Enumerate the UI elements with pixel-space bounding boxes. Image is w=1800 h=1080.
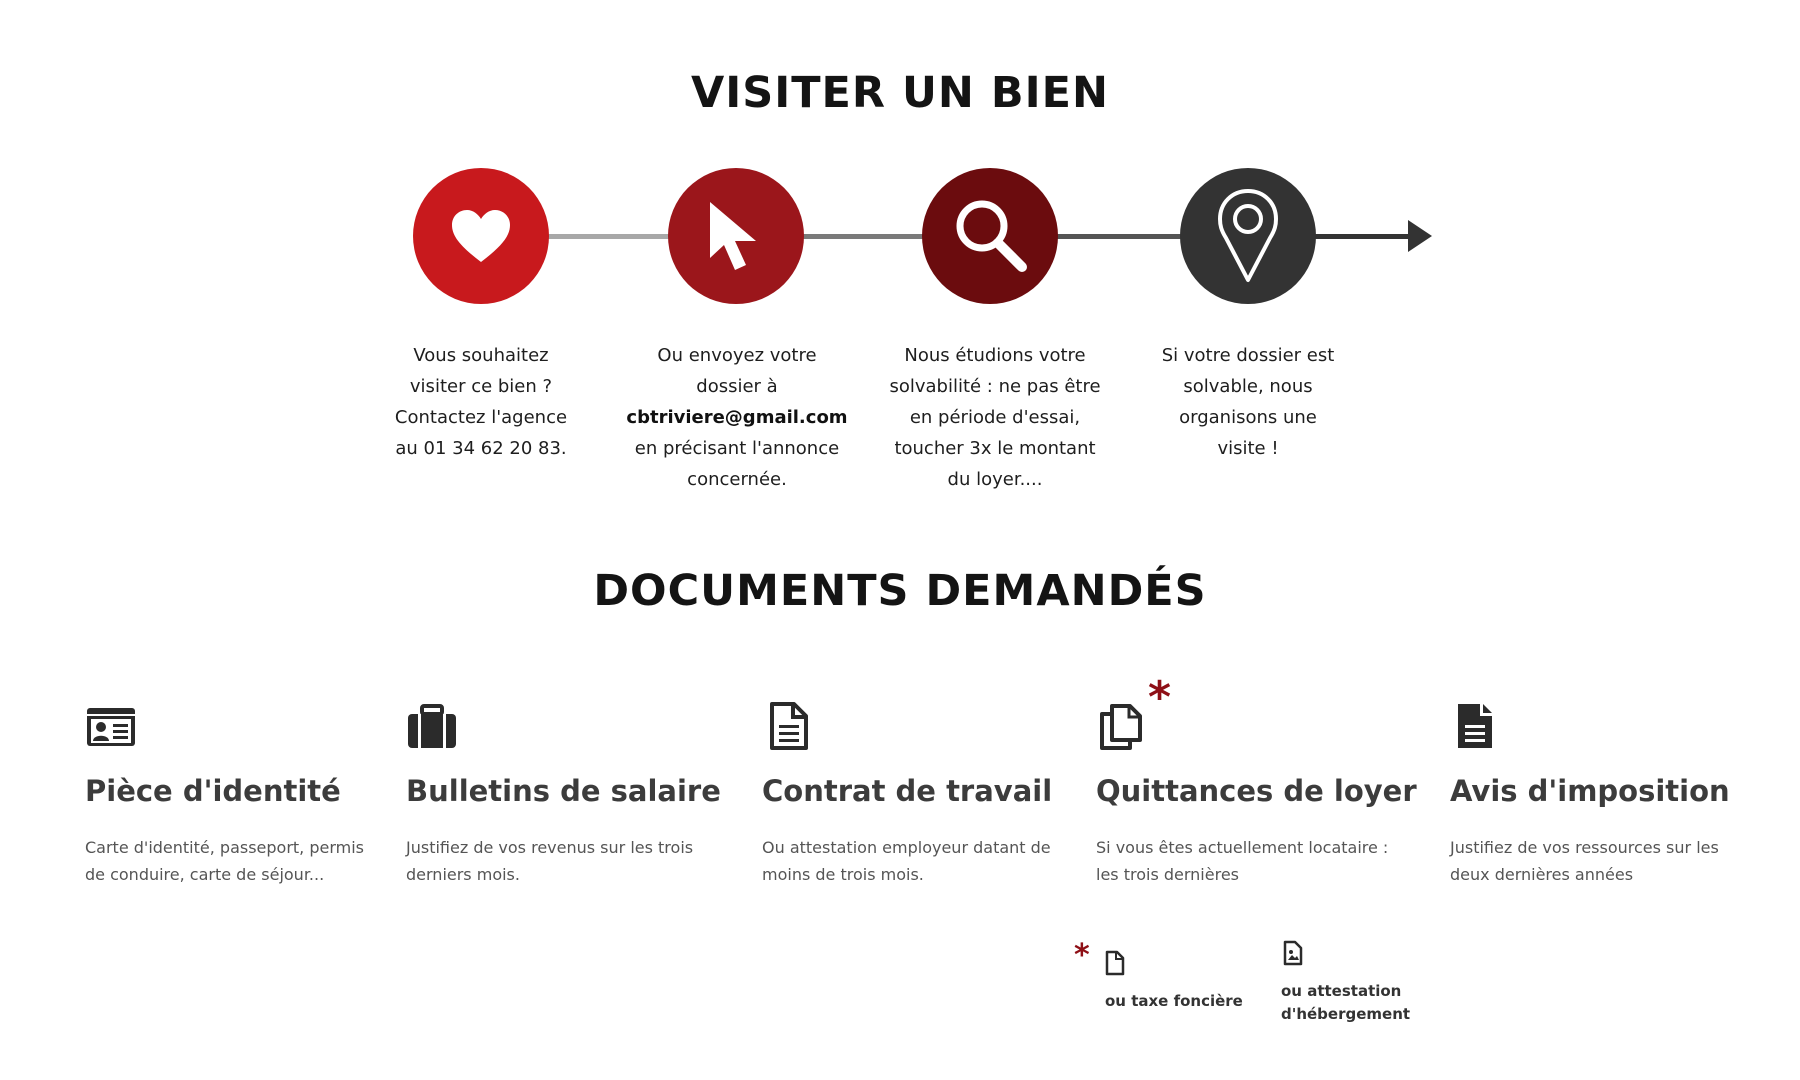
documents-section-title: DOCUMENTS DEMANDÉS — [593, 566, 1207, 616]
extra-property-tax: ou taxe foncière — [1105, 992, 1243, 1010]
visit-section-title: VISITER UN BIEN — [690, 68, 1110, 118]
briefcase-icon — [406, 700, 458, 752]
file-outline-icon — [1104, 950, 1126, 976]
doc-title: Pièce d'identité — [85, 774, 341, 808]
id-card-icon — [85, 700, 137, 752]
required-asterisk: * — [1148, 672, 1172, 723]
agency-email[interactable]: cbtriviere@gmail.com — [626, 407, 848, 428]
doc-rent-receipts — [1096, 700, 1417, 888]
required-asterisk: * — [1074, 938, 1090, 973]
timeline-connector — [1054, 234, 1184, 239]
step-text-review: Nous étudions votre solvabilité : ne pas être en période d'essai, toucher 3x le montant du loyer.... — [889, 345, 1101, 490]
cursor-icon — [704, 198, 768, 274]
step-circle-visit — [1180, 168, 1316, 304]
doc-description: Justifiez de vos revenus sur les trois derniers mois. — [406, 838, 694, 884]
timeline-connector — [540, 234, 670, 239]
doc-identity — [85, 700, 385, 888]
map-pin-icon — [1217, 188, 1279, 284]
timeline-connector — [800, 234, 930, 239]
step-text-visit: Si votre dossier est solvable, nous organisons une visite ! — [1161, 345, 1335, 459]
doc-contract — [762, 700, 1062, 888]
document-icon — [762, 700, 814, 752]
extra-housing-certificate: ou attestation d'hébergement — [1281, 982, 1411, 1023]
doc-description: Justifiez de vos ressources sur les deux dernières années — [1450, 838, 1719, 884]
step-text-send: Ou envoyez votre dossier à cbtriviere@gmail.com en précisant l'annonce concernée. — [626, 345, 848, 490]
doc-description: Carte d'identité, passeport, permis de conduire, carte de séjour... — [85, 838, 365, 884]
step-text-contact: Vous souhaitez visiter ce bien ? Contactez l'agence au 01 34 62 20 83. — [394, 345, 568, 459]
doc-title: Quittances de loyer — [1096, 774, 1417, 808]
heart-icon — [450, 208, 512, 264]
step-circle-send — [668, 168, 804, 304]
doc-description: Ou attestation employeur datant de moins de trois mois. — [762, 838, 1051, 884]
step-circle-contact — [413, 168, 549, 304]
visit-timeline — [0, 0, 1800, 520]
file-image-icon — [1282, 940, 1304, 966]
doc-title: Avis d'imposition — [1450, 774, 1730, 808]
copy-documents-icon — [1096, 700, 1148, 752]
doc-title: Bulletins de salaire — [406, 774, 721, 808]
doc-title: Contrat de travail — [762, 774, 1053, 808]
doc-description: Si vous êtes actuellement locataire : les trois dernières — [1096, 838, 1389, 884]
doc-tax-notice — [1450, 700, 1750, 888]
step-circle-review — [922, 168, 1058, 304]
timeline-arrowhead — [1408, 220, 1432, 252]
timeline-connector — [1310, 234, 1410, 239]
search-icon — [950, 196, 1030, 276]
doc-payslips — [406, 700, 721, 888]
file-text-icon — [1450, 700, 1502, 752]
